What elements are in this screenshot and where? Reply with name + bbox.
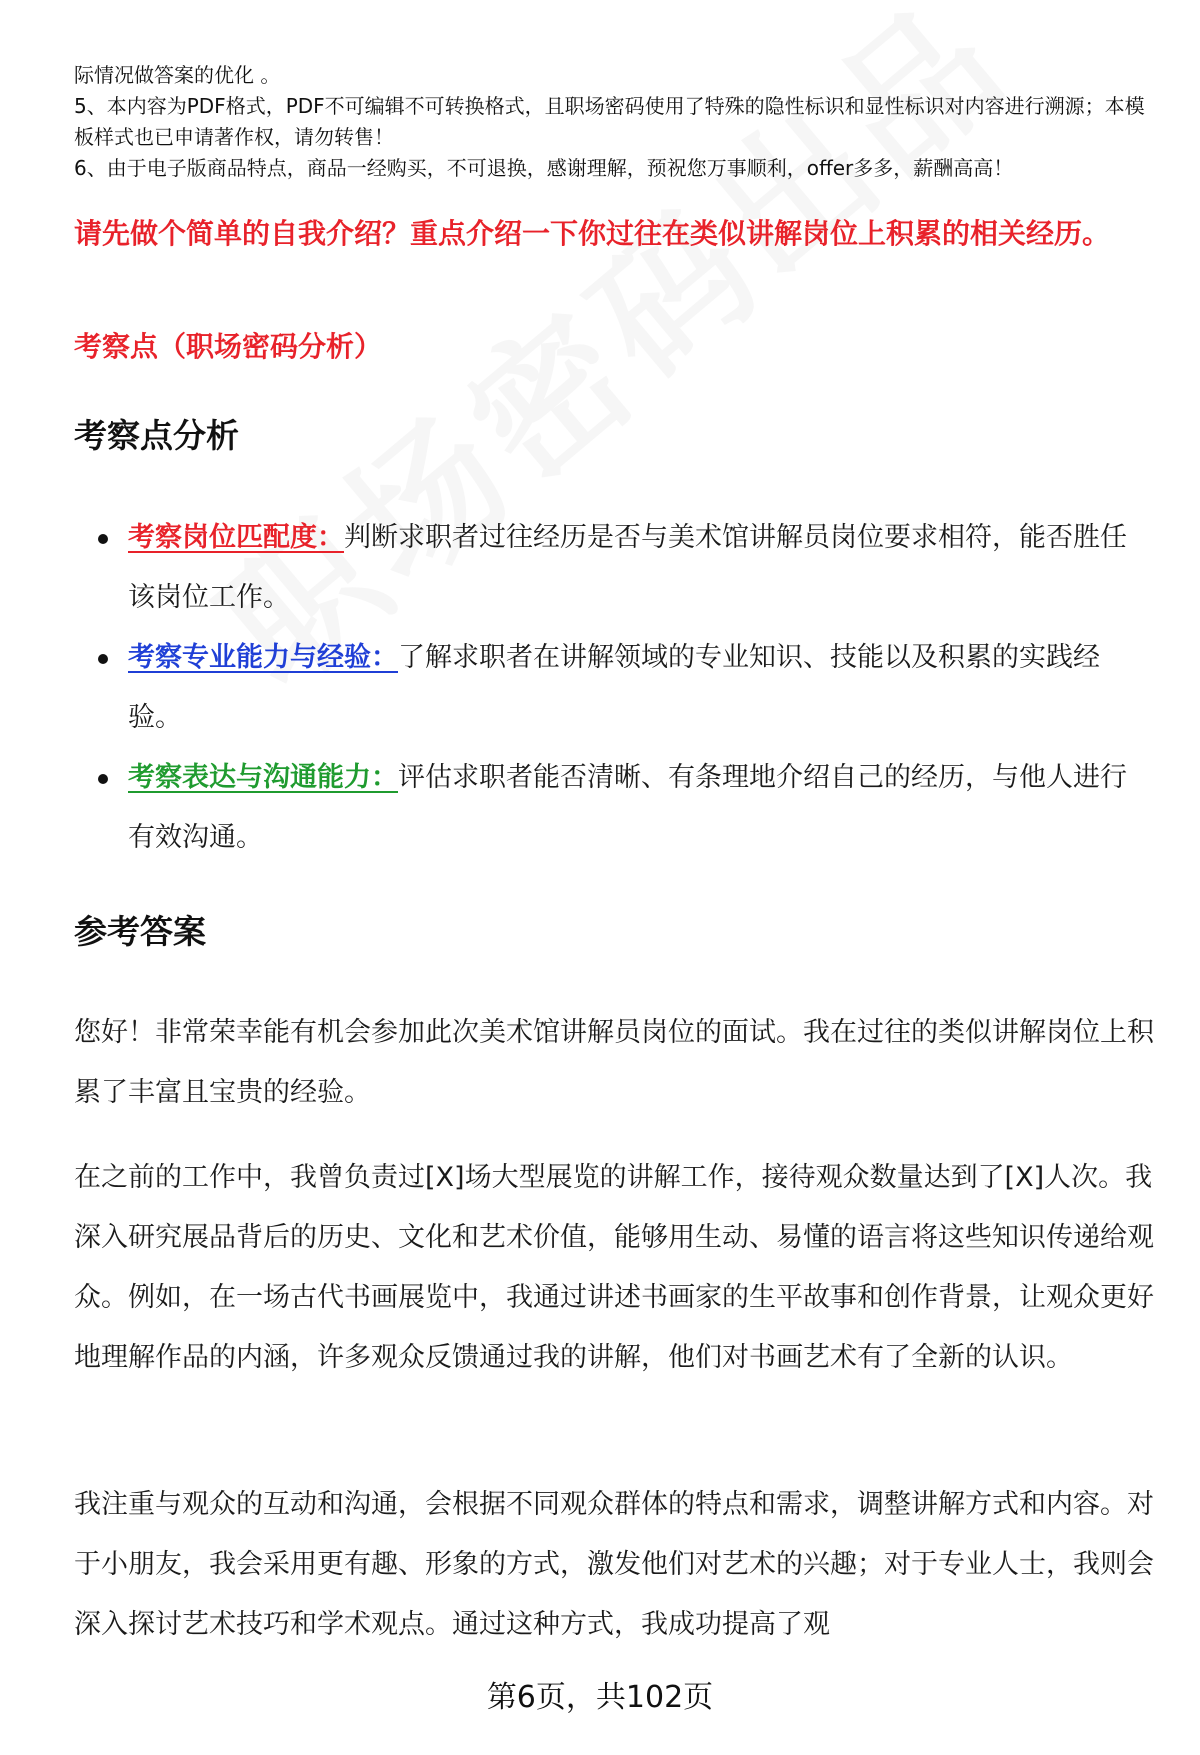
analysis-item — [90, 628, 1150, 748]
notes-block — [74, 60, 1164, 184]
assessment-point-label: 考察点（职场密码分析） — [74, 330, 383, 363]
analysis-term: 考察岗位匹配度： — [128, 522, 344, 553]
note-line: 6、由于电子版商品特点，商品一经购买，不可退换，感谢理解，预祝您万事顺利，offer多多，薪酬高高！ — [74, 156, 1014, 180]
page-number: 第6页，共102页 — [486, 1680, 714, 1715]
analysis-text: 了解求职者在讲解领域的专业知识、技能以及积累的实践经验。 — [128, 642, 1100, 733]
bullet-dot-icon — [98, 534, 108, 544]
answer-paragraph: 在之前的工作中，我曾负责过[X]场大型展览的讲解工作，接待观众数量达到了[X]人次。我深入研究展品背后的历史、文化和艺术价值，能够用生动、易懂的语言将这些知识传递给观众。例如，在一场古代书画展览中，我通过讲述书画家的生平故事和创作背景，让观众更好地理解作品的内涵，许多观众反馈通过我的讲解，他们对书画艺术有了全新的认识。 — [74, 1162, 1154, 1373]
analysis-term: 考察专业能力与经验： — [128, 642, 398, 673]
note-line: 5、本内容为PDF格式，PDF不可编辑不可转换格式，且职场密码使用了特殊的隐性标识和显性标识对内容进行溯源；本模板样式也已申请著作权，请勿转售！ — [74, 94, 1145, 149]
note-line: 际情况做答案的优化 。 — [74, 63, 281, 87]
analysis-text: 判断求职者过往经历是否与美术馆讲解员岗位要求相符，能否胜任该岗位工作。 — [128, 522, 1127, 613]
analysis-term: 考察表达与沟通能力： — [128, 762, 398, 793]
analysis-list — [90, 508, 1150, 868]
analysis-item — [90, 748, 1150, 868]
answer-paragraph: 我注重与观众的互动和沟通，会根据不同观众群体的特点和需求，调整讲解方式和内容。对于小朋友，我会采用更有趣、形象的方式，激发他们对艺术的兴趣；对于专业人士，我则会深入探讨艺术技巧和学术观点。通过这种方式，我成功提高了观 — [74, 1489, 1154, 1640]
interview-question: 请先做个简单的自我介绍？重点介绍一下你过往在类似讲解岗位上积累的相关经历。 — [74, 217, 1111, 250]
analysis-item — [90, 508, 1150, 628]
analysis-text: 评估求职者能否清晰、有条理地介绍自己的经历，与他人进行有效沟通。 — [128, 762, 1127, 853]
answer-paragraph: 您好！非常荣幸能有机会参加此次美术馆讲解员岗位的面试。我在过往的类似讲解岗位上积累了丰富且宝贵的经验。 — [74, 1017, 1154, 1108]
answer-heading: 参考答案 — [74, 912, 206, 951]
bullet-dot-icon — [98, 774, 108, 784]
analysis-heading: 考察点分析 — [74, 416, 239, 455]
bullet-dot-icon — [98, 654, 108, 664]
